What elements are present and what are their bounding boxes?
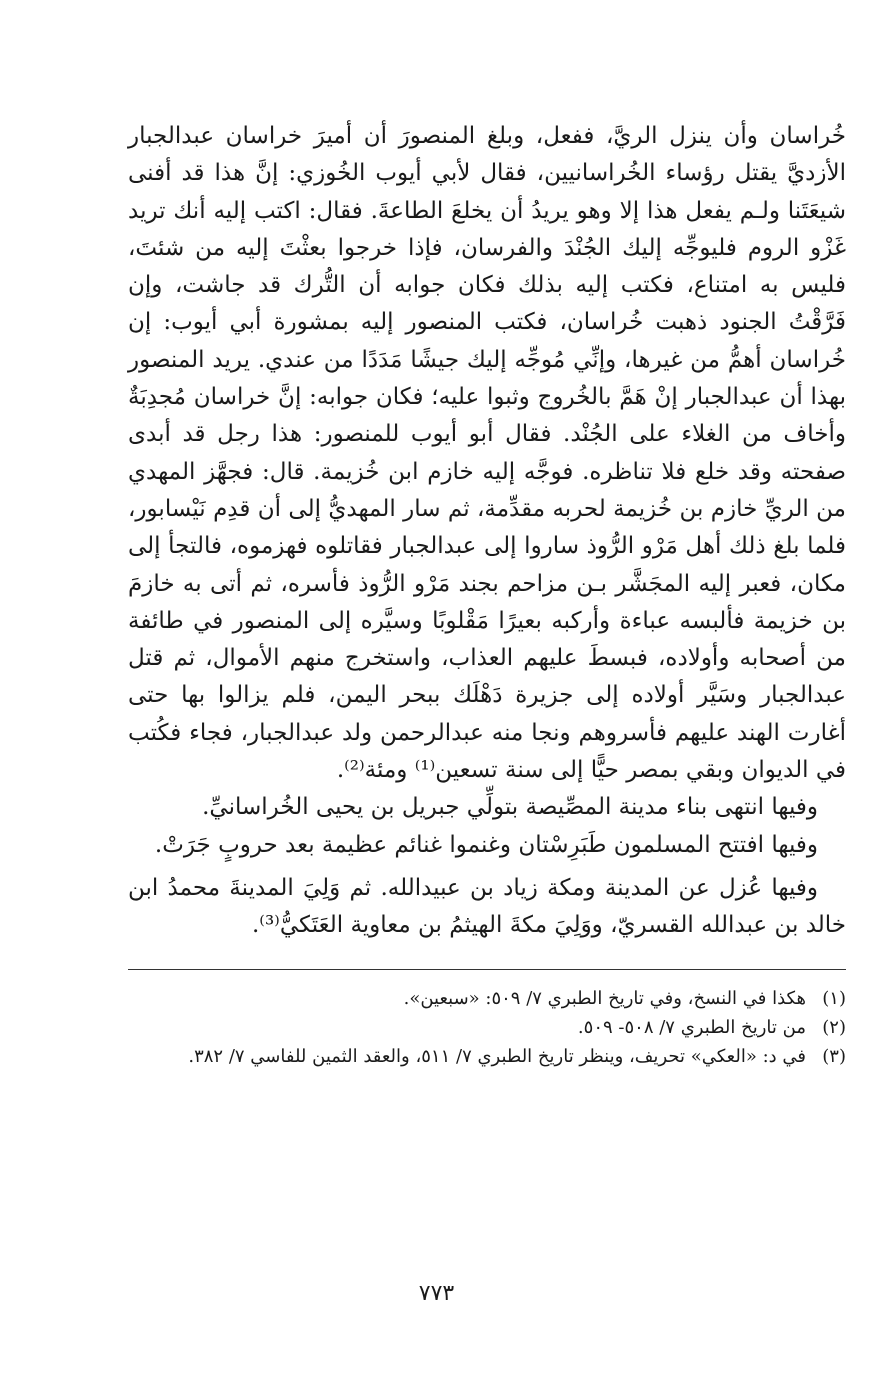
footnote-text: في د: «العكي» تحريف، وينظر تاريخ الطبري ٧/ ٥١١، والعقد الثمين للفاسي ٧/ ٣٨٢. — [188, 1045, 806, 1067]
footnote-number: (١) — [822, 987, 846, 1009]
footnote-number: (٢) — [822, 1016, 846, 1038]
page-content — [128, 118, 846, 1071]
page-number: ٧٧٣ — [418, 1281, 455, 1306]
footnote-text: هكذا في النسخ، وفي تاريخ الطبري ٧/ ٥٠٩: «سبعين». — [403, 987, 806, 1009]
footnotes — [128, 984, 846, 1071]
footnote-3 — [128, 1042, 846, 1071]
paragraph-2: وفيها انتهى بناء مدينة المصِّيصة بتولِّي جبريل بن يحيى الخُراسانيِّ. — [202, 794, 818, 821]
footnote-text: من تاريخ الطبري ٧/ ٥٠٨- ٥٠٩. — [577, 1016, 806, 1038]
paragraph-4: وفيها عُزل عن المدينة ومكة زياد بن عبيدالله. ثم وَلِيَ المدينةَ محمدُ ابن خالد بن عبدالله القسريّ، ووَلِيَ مكةَ الهيثمُ بن معاوية العَتَكيُّ⁽³⁾. — [128, 874, 846, 939]
main-text — [128, 118, 846, 945]
paragraph-3: وفيها افتتح المسلمون طَبَرِسْتان وغنموا غنائم عظيمة بعد حروبٍ جَرَتْ. — [154, 831, 818, 858]
footnote-2 — [128, 1013, 846, 1042]
footnote-1 — [128, 984, 846, 1013]
footnote-number: (٣) — [822, 1045, 846, 1067]
paragraph-1: خُراسان وأن ينزل الريَّ، ففعل، وبلغ المنصورَ أن أميرَ خراسان عبدالجبار الأزديَّ يقتل رؤساء الخُراسانيين، فقال لأبي أيوب الخُوزي: إنَّ هذا قد أفنى شيعَتَنا ولـم يفعل هذا إلا وهو يريدُ أن يخلعَ الطاعةَ. فقال: اكتب إليه أنك تريد غَزْو الروم فليوجِّه إليك الجُنْدَ والفرسان، فإذا خرجوا بعثْتَ إليه من شئتَ، فليس به امتناع، فكتب إليه بذلك فكان جوابه أن التُّرك قد جاشت، وإن فَرَّقْتُ الجنود ذهبت خُراسان، فكتب المنصور إليه بمشورة أبي أيوب: إن خُراسان أهمُّ من غيرها، وإنِّي مُوجِّه إليك جيشًا مَدَدًا من عندي. يريد المنصور بهذا أن عبدالجبار إنْ هَمَّ بالخُروج وثبوا عليه؛ فكان جوابه: إنَّ خراسان مُجدِبَةٌ وأخاف من الغلاء على الجُنْد. فقال أبو أيوب للمنصور: هذا رجل قد أبدى صفحته وقد خلع فلا تناظره. فوجَّه إليه خازم ابن خُزيمة. قال: فجهَّز المهدي من الريِّ خازم بن خُزيمة لحربه مقدِّمة، ثم سار المهديُّ إلى أن قدِم نَيْسابور، فلما بلغ ذلك أهل مَرْو الرُّوذ ساروا إلى عبدالجبار فقاتلوه فهزموه، فالتجأ إلى مكان، فعبر إليه المجَشَّر بـن مزاحم بجند مَرْو الرُّوذ فأسره، ثم أتى به خازمَ بن خزيمة فألبسه عباءة وأركبه بعيرًا مَقْلوبًا وسيَّره إلى المنصور في طائفة من أصحابه وأولاده، فبسطَ عليهم العذاب، واستخرج منهم الأموال، ثم قتل عبدالجبار وسَيَّر أولاده إلى جزيرة دَهْلَك ببحر اليمن، فلم يزالوا بها حتى أغارت الهند عليهم فأسروهم ونجا منه عبدالرحمن ولد عبدالجبار، فجاء فكُتب في الديوان وبقي بمصر حيًّا إلى سنة تسعين⁽¹⁾ ومئة⁽²⁾. — [128, 123, 846, 784]
footnote-divider — [128, 969, 846, 970]
